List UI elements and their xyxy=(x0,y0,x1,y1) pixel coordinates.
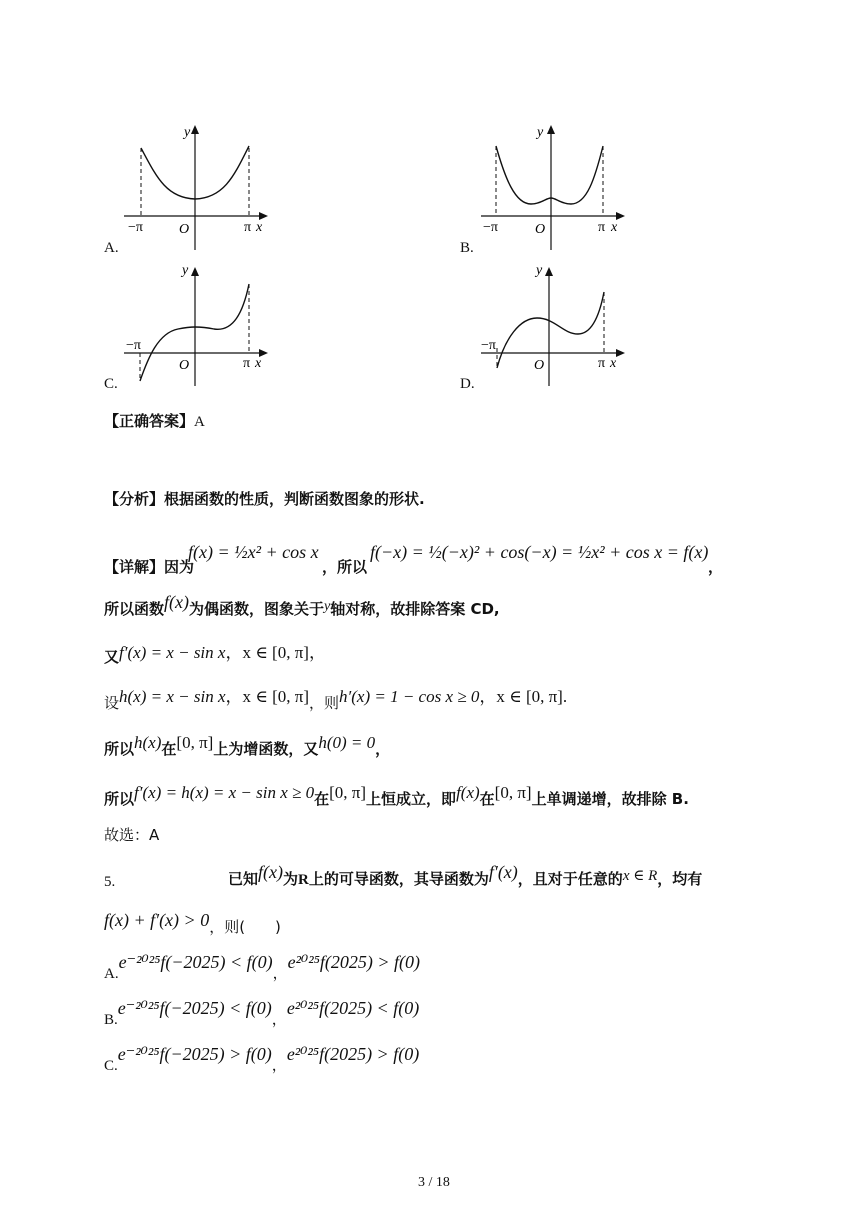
line3-formula: f′(x) = x − sin x xyxy=(119,643,226,662)
correct-answer xyxy=(104,410,205,431)
origin-label: O xyxy=(535,222,546,237)
graph-a-label: A. xyxy=(104,240,119,256)
line2-pre: 所以函数 xyxy=(104,600,165,618)
detail-comma: ， xyxy=(708,558,724,576)
origin-label: O xyxy=(179,358,190,373)
q5-stem-2: 为 xyxy=(283,870,299,888)
line6-interval-2: [0, π] xyxy=(494,783,532,802)
pi-label: π xyxy=(598,220,606,235)
neg-pi-label: −π xyxy=(481,338,496,353)
line3-pre: 又 xyxy=(104,648,120,666)
page-number: 3 / 18 xyxy=(418,1175,450,1190)
line6-in-2: 在 xyxy=(479,790,495,808)
option-label: B. xyxy=(104,1012,118,1028)
detail-because: 因为 xyxy=(164,558,195,576)
x-arrow xyxy=(259,212,268,220)
line6-formula: f′(x) = h(x) = x − sin x ≥ 0 xyxy=(134,783,315,802)
x-arrow xyxy=(616,349,625,357)
detail-line-5 xyxy=(104,733,391,759)
pi-label: π xyxy=(243,356,251,371)
q5-number: 5. xyxy=(104,874,116,890)
line4-then: ，则 xyxy=(309,694,340,712)
detail-line-3 xyxy=(104,642,326,667)
y-arrow xyxy=(191,125,199,134)
option-label: C. xyxy=(104,1058,118,1074)
graph-d xyxy=(475,258,635,393)
detail-line-2 xyxy=(104,592,500,619)
option-sep: ， xyxy=(271,1056,287,1074)
q5-R: R xyxy=(298,872,309,888)
line5-h0: h(0) = 0 xyxy=(318,733,376,752)
option-left: e⁻²⁰²⁵f(−2025) < f(0) xyxy=(118,952,273,972)
line6-pre: 所以 xyxy=(104,790,135,808)
q5-condition xyxy=(104,910,281,937)
detail-line-6 xyxy=(104,783,689,809)
x-arrow xyxy=(616,212,625,220)
q5-fpx: f′(x) xyxy=(488,862,518,882)
origin-label: O xyxy=(179,222,190,237)
formula-f-of-x: f(x) = ½x² + cos x xyxy=(188,542,319,562)
q5-option-a[interactable] xyxy=(104,952,421,982)
pi-label: π xyxy=(598,356,606,371)
pi-label: π xyxy=(244,220,252,235)
line5-interval: [0, π] xyxy=(176,733,214,752)
line2-post: 轴对称，故排除答案 CD, xyxy=(330,600,500,618)
line6-interval: [0, π] xyxy=(329,783,367,802)
line5-mid: 上为增函数，又 xyxy=(213,740,319,758)
y-arrow xyxy=(191,267,199,276)
q5-option-c[interactable] xyxy=(104,1044,420,1074)
neg-pi-label: −π xyxy=(483,220,498,235)
answer-value: A xyxy=(194,414,205,430)
line4-pre: 设 xyxy=(104,694,120,712)
q5-option-b[interactable] xyxy=(104,998,420,1028)
detail-label: 【详解】 xyxy=(104,558,165,576)
q5-stem xyxy=(228,862,703,889)
x-label: x xyxy=(255,356,262,371)
line5-h: h(x) xyxy=(134,733,162,752)
y-arrow xyxy=(545,267,553,276)
graph-b-label: B. xyxy=(460,240,474,256)
line4-domain-2: ，x ∈ [0, π]. xyxy=(479,687,568,706)
option-label: A. xyxy=(104,966,119,982)
q5-stem-5: ，均有 xyxy=(657,870,703,888)
analysis-label: 【分析】 xyxy=(104,490,165,508)
y-label: y xyxy=(536,263,543,278)
y-label: y xyxy=(537,125,544,140)
graph-a xyxy=(118,118,278,258)
line5-pre: 所以 xyxy=(104,740,135,758)
answer-label: 【正确答案】 xyxy=(104,412,195,430)
curve xyxy=(496,146,603,204)
line2-mid: 为偶函数，图象关于 xyxy=(189,600,325,618)
y-arrow xyxy=(547,125,555,134)
q5-stem-4: ，且对于任意的 xyxy=(517,870,623,888)
line6-end: 上单调递增，故排除 B. xyxy=(531,790,689,808)
graph-c xyxy=(118,258,278,393)
y-label: y xyxy=(182,263,189,278)
option-left: e⁻²⁰²⁵f(−2025) > f(0) xyxy=(117,1044,272,1064)
line6-mid: 上恒成立，即 xyxy=(366,790,457,808)
analysis xyxy=(104,488,425,509)
x-label: x xyxy=(611,220,618,235)
q5-fx: f(x) xyxy=(258,862,283,882)
y-label: y xyxy=(184,125,191,140)
option-right: e²⁰²⁵f(2025) > f(0) xyxy=(286,1044,420,1064)
neg-pi-label: −π xyxy=(126,338,141,353)
neg-pi-label: −π xyxy=(128,220,143,235)
option-left: e⁻²⁰²⁵f(−2025) < f(0) xyxy=(117,998,272,1018)
line4-h: h(x) = x − sin x xyxy=(119,687,226,706)
graph-c-label: C. xyxy=(104,376,118,392)
line6-in: 在 xyxy=(314,790,330,808)
line2-fx: f(x) xyxy=(164,592,189,612)
option-right: e²⁰²⁵f(2025) > f(0) xyxy=(287,952,421,972)
detail-choose: 故选：A xyxy=(104,826,160,844)
formula-f-of-neg-x: f(−x) = ½(−x)² + cos(−x) = ½x² + cos x = f(x) xyxy=(370,542,709,562)
line2-y: y xyxy=(324,599,331,614)
line3-domain: ，x ∈ [0, π]， xyxy=(225,643,326,662)
q5-cond: f(x) + f′(x) > 0 xyxy=(104,910,210,930)
q5-stem-3: 上的可导函数，其导函数为 xyxy=(308,870,489,888)
graph-b xyxy=(475,118,635,258)
detail-line-4 xyxy=(104,688,567,713)
q5-then: ，则( ) xyxy=(209,918,281,936)
x-label: x xyxy=(610,356,617,371)
line5-in: 在 xyxy=(161,740,177,758)
option-sep: ， xyxy=(272,964,288,982)
q5-x-in-R: x ∈ R xyxy=(622,868,658,884)
origin-label: O xyxy=(534,358,545,373)
analysis-text: 根据函数的性质，判断函数图象的形状. xyxy=(164,490,425,508)
option-right: e²⁰²⁵f(2025) < f(0) xyxy=(286,998,420,1018)
detail-so: ，所以 xyxy=(322,558,368,576)
line4-domain: ，x ∈ [0, π] xyxy=(225,687,310,706)
x-label: x xyxy=(256,220,263,235)
line5-end: ， xyxy=(375,740,391,758)
option-sep: ， xyxy=(271,1010,287,1028)
curve xyxy=(497,292,604,368)
line4-h-prime: h′(x) = 1 − cos x ≥ 0 xyxy=(339,687,480,706)
line6-fx: f(x) xyxy=(456,783,480,802)
graph-d-label: D. xyxy=(460,376,475,392)
q5-stem-1: 已知 xyxy=(228,870,259,888)
